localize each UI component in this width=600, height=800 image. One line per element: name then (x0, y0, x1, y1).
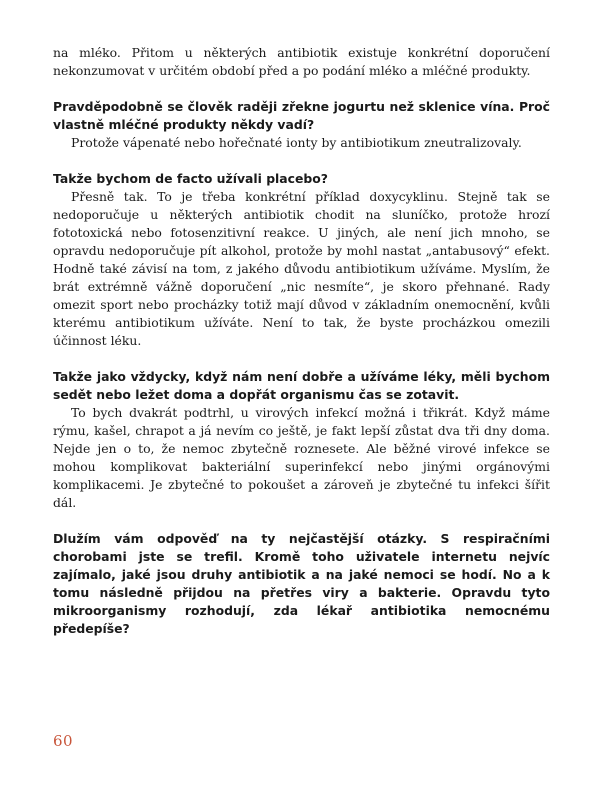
interview-answer: Protože vápenaté nebo hořečnaté ionty by antibiotikum zneutralizovaly. (71, 135, 522, 150)
interview-question: Takže jako vždycky, když nám není dobře a užíváme léky, měli bychom sedět nebo ležet doma a dopřát organismu čas se zotavit. (53, 369, 550, 402)
paragraph-continued: na mléko. Přitom u některých antibiotik existuje konkrétní doporučení nekonzumovat v určitém období před a po podání mléko a mléčné produkty. (53, 45, 550, 78)
page-body (53, 44, 550, 638)
interview-question: Dlužím vám odpověď na ty nejčastější otázky. S respiračními chorobami jste se trefil. Kromě toho uživatele internetu nejvíc zajímalo, jaké jsou druhy antibiotik a na jaké nemoci se hodí. No a k tomu následně přijdou na přetřes viry a bakterie. Opravdu tyto mikroorganismy rozhodují, zda lékař antibiotika nemocnému předepíše? (53, 531, 550, 636)
page-number: 60 (53, 732, 74, 750)
interview-question: Takže bychom de facto užívali placebo? (53, 171, 328, 186)
interview-answer: To bych dvakrát podtrhl, u virových infekcí možná i třikrát. Když máme rýmu, kašel, chrapot a já nevím co ještě, je fakt lepší zůstat dva tři dny doma. Nejde jen o to, že nemoc zbytečně roznesete. Ale běžné virové infekce se mohou komplikovat bakteriální superinfekcí nebo jinými orgánovými komplikacemi. Je zbytečné to pokoušet a zároveň je zbytečné tu infekci šířit dál. (53, 405, 550, 510)
interview-answer: Přesně tak. To je třeba konkrétní příklad doxycyklinu. Stejně tak se nedoporučuje u některých antibiotik chodit na sluníčko, protože hrozí fototoxická nebo fotosenzitivní reakce. U jiných, ale není jich mnoho, se opravdu nedoporučuje pít alkohol, protože by mohl nastat „antabusový“ efekt. Hodně také závisí na tom, z jakého důvodu antibiotikum užíváme. Myslím, že brát extrémně vážně doporučení „nic nesmíte“, je skoro přehnané. Rady omezit sport nebo procházky totiž mají důvod v základním onemocnění, kvůli kterému antibiotikum užíváte. Není to tak, že byste procházkou omezili účinnost léku. (53, 189, 550, 348)
interview-question: Pravděpodobně se člověk raději zřekne jogurtu než sklenice vína. Proč vlastně mléčné produkty někdy vadí? (53, 99, 550, 132)
